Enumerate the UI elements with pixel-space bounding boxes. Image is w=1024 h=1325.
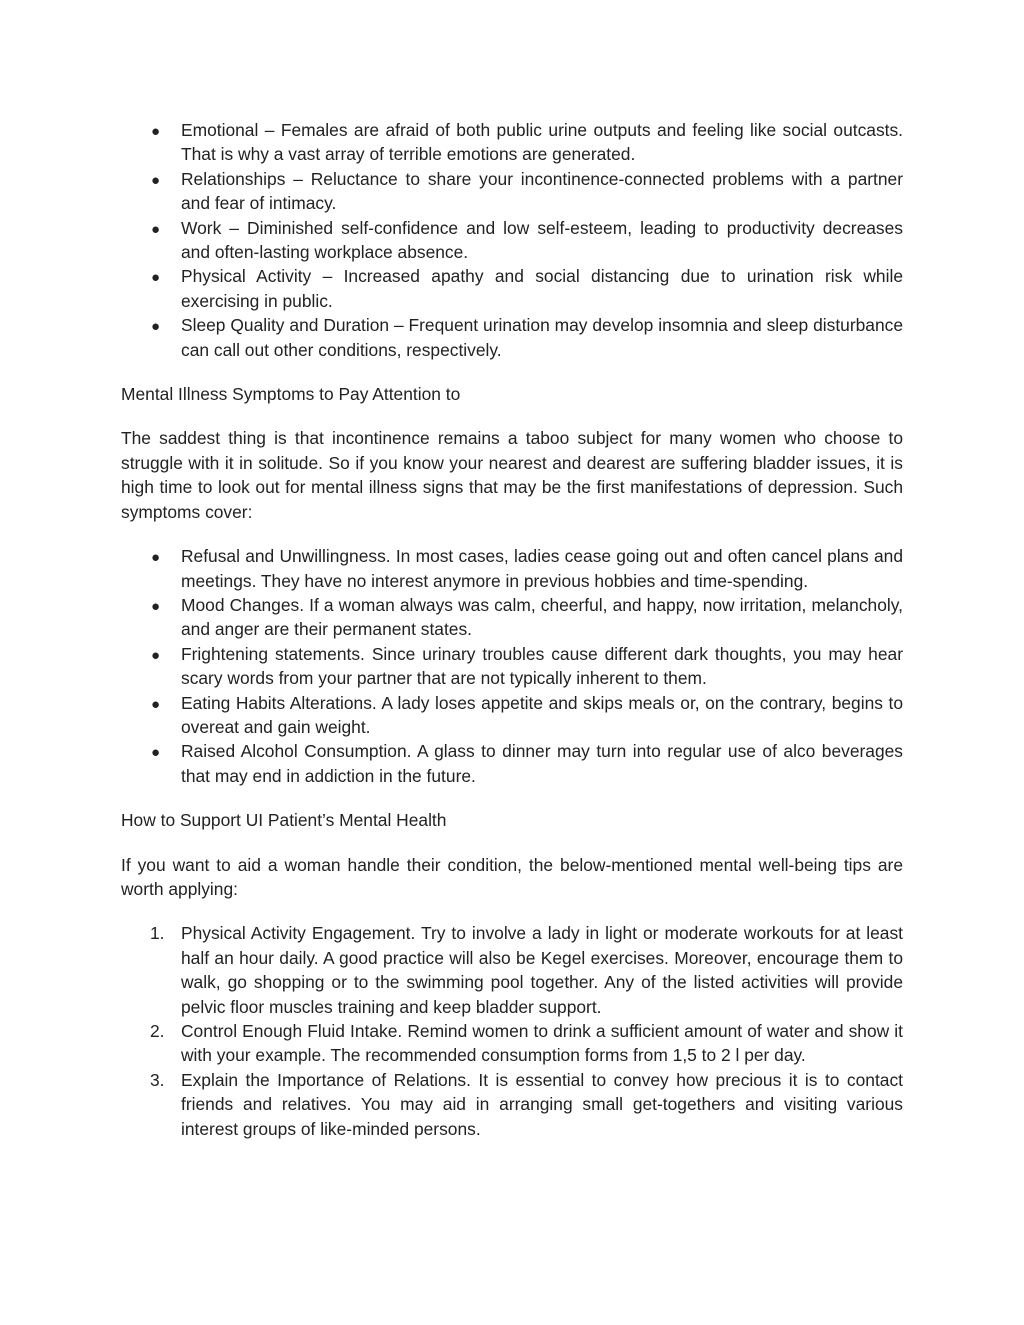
list-item: ● Frightening statements. Since urinary troubles cause different dark thoughts, you may hear scary words from your partner that are not typically inherent to them. [121,642,903,691]
list-item: 2. Control Enough Fluid Intake. Remind women to drink a sufficient amount of water and show it with your example. The recommended consumption forms from 1,5 to 2 l per day. [150,1021,903,1066]
list-item: 3. Explain the Importance of Relations. It is essential to convey how precious it is to contact friends and relatives. You may aid in arranging small get-togethers and visiting various interest groups of like-minded persons. [150,1069,903,1139]
list-item: ● Physical Activity – Increased apathy and social distancing due to urination risk while exercising in public. [121,264,903,313]
list-item: ● Sleep Quality and Duration – Frequent urination may develop insomnia and sleep disturbance can call out other conditions, respectively. [121,313,903,362]
list-item: ● Work – Diminished self-confidence and low self-esteem, leading to productivity decreases and often-lasting workplace absence. [121,216,903,265]
list-item: ● Eating Habits Alterations. A lady loses appetite and skips meals or, on the contrary, begins to overeat and gain weight. [121,691,903,740]
bullet-icon [151,264,175,290]
paragraph: If you want to aid a woman handle their condition, the below-mentioned mental well-being tips are worth applying: [121,854,903,899]
list-item: ● Raised Alcohol Consumption. A glass to dinner may turn into regular use of alco beverages that may end in addiction in the future. [121,739,903,788]
list-number: 1. [150,923,165,944]
impact-list [121,118,903,362]
bullet-icon [151,216,175,242]
list-item: ● Refusal and Unwillingness. In most cases, ladies cease going out and often cancel plans and meetings. They have no interest anymore in previous hobbies and time-spending. [121,544,903,593]
list-item: ● Relationships – Reluctance to share your incontinence-connected problems with a partner and fear of intimacy. [121,167,903,216]
bullet-icon [151,167,175,193]
bullet-icon [151,313,175,339]
bullet-icon [151,544,175,570]
list-item: 1. Physical Activity Engagement. Try to involve a lady in light or moderate workouts for at least half an hour daily. A good practice will also be Kegel exercises. Moreover, encourage them to walk, go shopping or to the swimming pool together. Any of the listed activities will provide pelvic floor muscles training and keep bladder support. [150,923,903,1017]
list-item: ● Mood Changes. If a woman always was calm, cheerful, and happy, now irritation, melancholy, and anger are their permanent states. [121,593,903,642]
document-page [121,118,903,1141]
list-number: 3. [150,1069,165,1090]
bullet-icon [151,691,175,717]
bullet-icon [151,593,175,619]
section-heading: Mental Illness Symptoms to Pay Attention to [121,384,461,405]
bullet-icon [151,118,175,144]
bullet-icon [151,739,175,765]
list-item: ● Emotional – Females are afraid of both public urine outputs and feeling like social outcasts. That is why a vast array of terrible emotions are generated. [121,118,903,167]
paragraph: The saddest thing is that incontinence remains a taboo subject for many women who choose to struggle with it in solitude. So if you know your nearest and dearest are suffering bladder issues, it is high time to look out for mental illness signs that may be the first manifestations of depression. Such symptoms cover: [121,428,903,522]
symptoms-list [121,544,903,788]
tips-list [121,921,903,1141]
section-heading: How to Support UI Patient’s Mental Health [121,810,447,831]
bullet-icon [151,642,175,668]
list-number: 2. [150,1021,165,1041]
